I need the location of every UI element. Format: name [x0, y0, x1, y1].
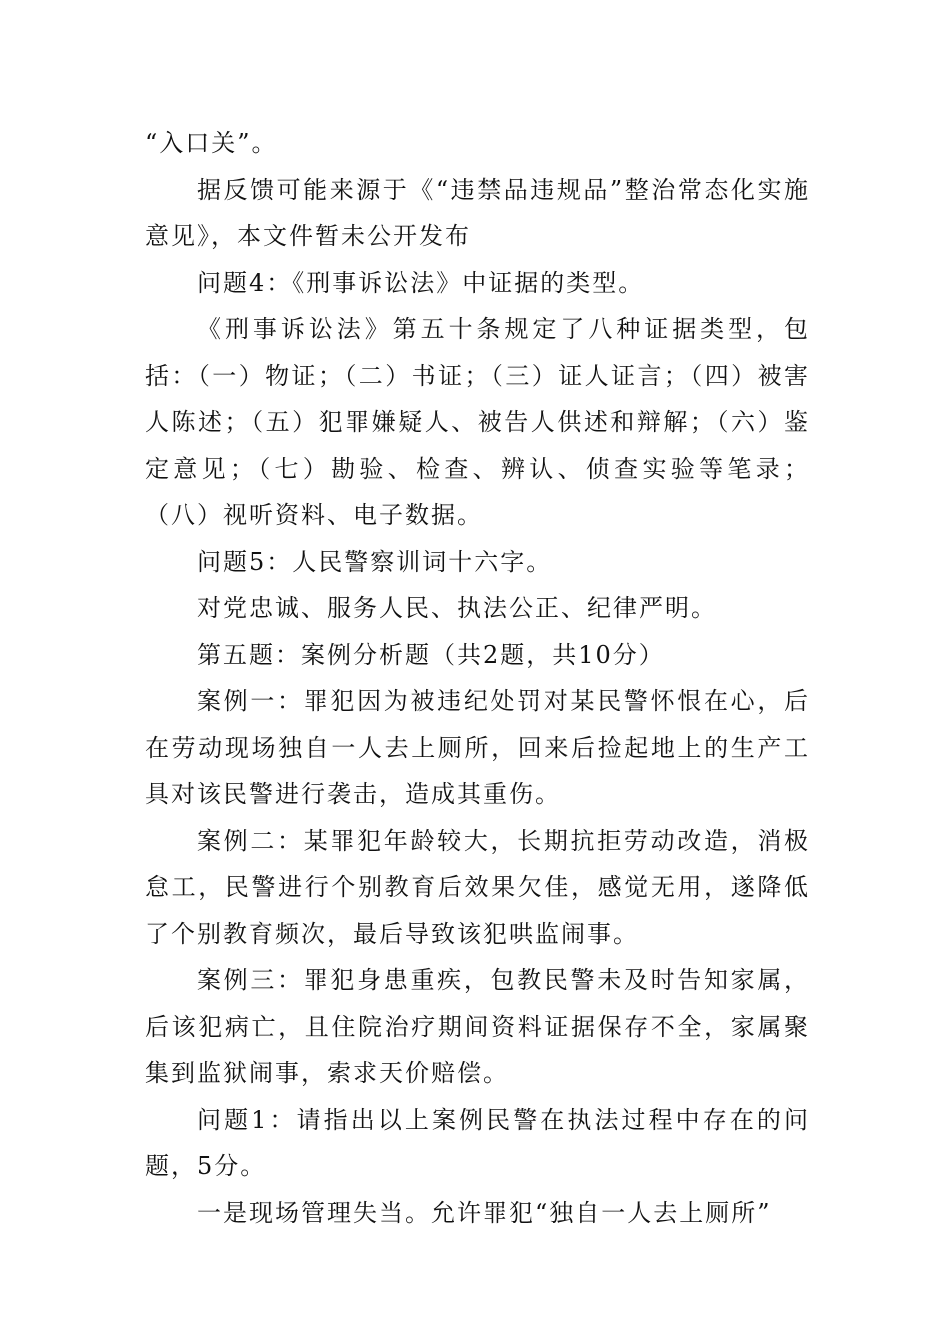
paragraph: 一是现场管理失当。允许罪犯“独自一人去上厕所”	[197, 1198, 772, 1227]
case-paragraph: 案例一：罪犯因为被违纪处罚对某民警怀恨在心，后在劳动现场独自一人去上厕所，回来后捡起地上的生产工具对该民警进行袭击，造成其重伤。	[145, 687, 810, 808]
case-paragraph: 案例三：罪犯身患重疾，包教民警未及时告知家属，后该犯病亡，且住院治疗期间资料证据保存不全，家属聚集到监狱闹事，索求天价赔偿。	[145, 966, 810, 1087]
paragraph: 《刑事诉讼法》第五十条规定了八种证据类型，包括：（一）物证；（二）书证；（三）证人证言；（四）被害人陈述；（五）犯罪嫌疑人、被告人供述和辩解；（六）鉴定意见；（七）勘验、检查、辨认、侦查实验等笔录；（八）视听资料、电子数据。	[145, 315, 810, 529]
question-heading: 问题4：《刑事诉讼法》中证据的类型。	[197, 268, 645, 297]
section-heading: 第五题：案例分析题（共2题，共10分）	[197, 640, 665, 669]
paragraph: 对党忠诚、服务人民、执法公正、纪律严明。	[197, 594, 717, 622]
document-body	[145, 120, 810, 1236]
paragraph: 据反馈可能来源于《“违禁品违规品”整治常态化实施意见》，本文件暂未公开发布	[145, 175, 810, 250]
paragraph: “入口关”。	[145, 129, 278, 157]
question-heading: 问题1：请指出以上案例民警在执法过程中存在的问题，5分。	[145, 1105, 810, 1180]
case-paragraph: 案例二：某罪犯年龄较大，长期抗拒劳动改造，消极怠工，民警进行个别教育后效果欠佳，感觉无用，遂降低了个别教育频次，最后导致该犯哄监闹事。	[145, 826, 810, 948]
question-heading: 问题5：人民警察训词十六字。	[197, 547, 553, 576]
